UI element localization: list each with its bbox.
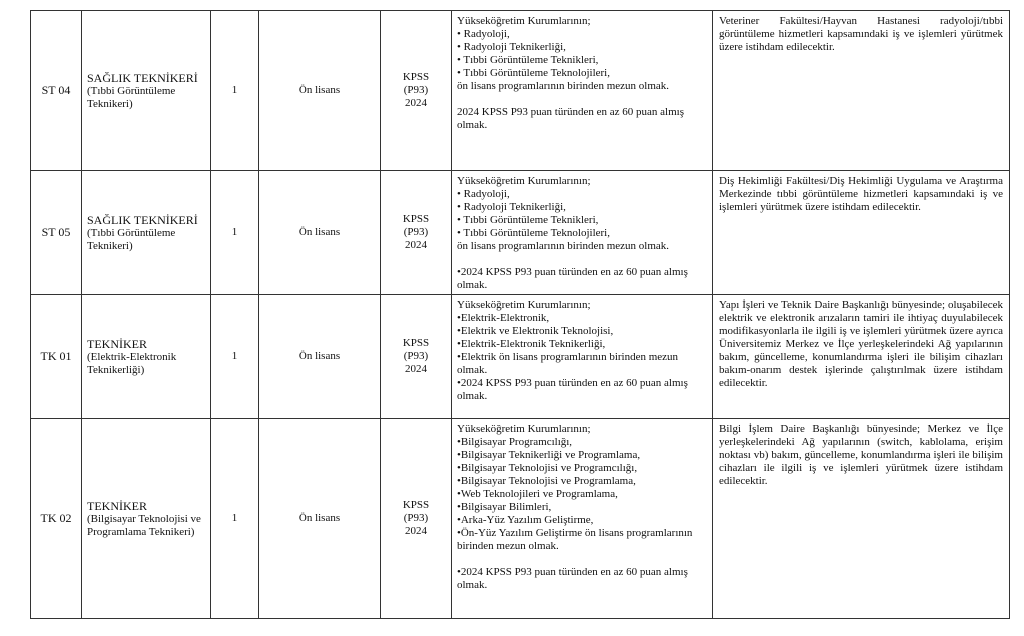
requirement-line: •Bilgisayar Programcılığı, xyxy=(457,436,573,448)
position-title-cell xyxy=(82,11,211,171)
exam-name: KPSS xyxy=(402,71,430,83)
requirement-line: • Radyoloji, xyxy=(457,28,510,40)
requirement-line: ön lisans programlarının birinden mezun olmak. xyxy=(457,80,670,92)
position-count: 1 xyxy=(231,84,238,96)
job-description-cell xyxy=(713,295,1010,419)
education-level: Ön lisans xyxy=(298,512,341,524)
requirements-cell xyxy=(452,295,713,419)
requirement-line: •Elektrik-Elektronik, xyxy=(457,312,550,324)
education-level-cell xyxy=(259,295,381,419)
requirements-cell xyxy=(452,419,713,619)
requirement-line: •2024 KPSS P93 puan türünden en az 60 puan almış olmak. xyxy=(457,266,688,291)
requirement-line: •Bilgisayar Teknolojisi ve Programcılığı, xyxy=(457,462,638,474)
position-count-cell xyxy=(211,419,259,619)
position-code-cell xyxy=(31,171,82,295)
position-count: 1 xyxy=(231,350,238,362)
requirement-line: ön lisans programlarının birinden mezun olmak. xyxy=(457,240,670,252)
exam-score-type: (P93) xyxy=(403,512,429,524)
requirement-line: •Bilgisayar Teknolojisi ve Programlama, xyxy=(457,475,636,487)
position-subtitle: (Tıbbi Görüntüleme Teknikeri) xyxy=(87,84,176,110)
requirement-line xyxy=(457,553,706,566)
requirement-line: • Radyoloji, xyxy=(457,188,510,200)
exam-cell xyxy=(381,11,452,171)
exam-name: KPSS xyxy=(402,337,430,349)
requirement-line: Yükseköğretim Kurumlarının; xyxy=(457,423,591,435)
education-level-cell xyxy=(259,11,381,171)
requirement-line: • Radyoloji Teknikerliği, xyxy=(457,201,566,213)
requirement-line: •Bilgisayar Teknikerliği ve Programlama, xyxy=(457,449,641,461)
requirement-line: Yükseköğretim Kurumlarının; xyxy=(457,15,591,27)
job-description: Yapı İşleri ve Teknik Daire Başkanlığı bünyesinde; oluşabilecek elektrik ve elektronik arızaların tamiri ile ihtiyaç duyulabilecek modifikasyonlarla ile ilgili iş ve işlemleri yürütmek üzere ayrıca Üniversitemiz Merkez ve İlçe yerleşkelerindeki Ağ yapılarının bakım, güncelleme, konumlandırma işleri ile bilişim cihazları bakım-onarım destek işlerinde çalıştırılmak üzere istihdam edilecektir. xyxy=(719,299,1003,389)
position-code: ST 05 xyxy=(41,224,71,239)
position-count: 1 xyxy=(231,226,238,238)
requirement-line: • Tıbbi Görüntüleme Teknikleri, xyxy=(457,54,599,66)
requirement-line: •Web Teknolojileri ve Programlama, xyxy=(457,488,618,500)
position-title: TEKNİKER xyxy=(87,498,147,513)
position-code: TK 01 xyxy=(40,348,72,363)
requirement-line: •2024 KPSS P93 puan türünden en az 60 puan almış olmak. xyxy=(457,377,688,402)
position-count-cell xyxy=(211,171,259,295)
position-title-cell xyxy=(82,295,211,419)
position-code: ST 04 xyxy=(41,82,71,97)
education-level: Ön lisans xyxy=(298,226,341,238)
education-level-cell xyxy=(259,419,381,619)
requirement-line: •Arka-Yüz Yazılım Geliştirme, xyxy=(457,514,594,526)
position-count: 1 xyxy=(231,512,238,524)
requirement-line: •Elektrik-Elektronik Teknikerliği, xyxy=(457,338,606,350)
job-description-cell xyxy=(713,11,1010,171)
position-title: SAĞLIK TEKNİKERİ xyxy=(87,212,198,227)
table-row xyxy=(31,171,1010,295)
requirement-line: • Tıbbi Görüntüleme Teknikleri, xyxy=(457,214,599,226)
position-subtitle: (Bilgisayar Teknolojisi ve Programlama Teknikeri) xyxy=(87,512,201,538)
position-code-cell xyxy=(31,11,82,171)
exam-score-type: (P93) xyxy=(403,226,429,238)
position-count-cell xyxy=(211,11,259,171)
requirement-line: • Radyoloji Teknikerliği, xyxy=(457,41,566,53)
table-row xyxy=(31,419,1010,619)
exam-year: 2024 xyxy=(405,239,427,251)
requirements-cell xyxy=(452,11,713,171)
exam-score-type: (P93) xyxy=(403,84,429,96)
requirement-line: •Bilgisayar Bilimleri, xyxy=(457,501,552,513)
exam-cell xyxy=(381,171,452,295)
education-level-cell xyxy=(259,171,381,295)
position-title: TEKNİKER xyxy=(87,336,147,351)
exam-year: 2024 xyxy=(405,525,427,537)
requirement-line: •Ön-Yüz Yazılım Geliştirme ön lisans programlarının birinden mezun olmak. xyxy=(457,527,693,552)
position-code: TK 02 xyxy=(40,510,72,525)
exam-cell xyxy=(381,419,452,619)
job-description-cell xyxy=(713,419,1010,619)
requirement-line: 2024 KPSS P93 puan türünden en az 60 puan almış olmak. xyxy=(457,106,685,131)
requirement-line: Yükseköğretim Kurumlarının; xyxy=(457,175,591,187)
education-level: Ön lisans xyxy=(298,350,341,362)
position-code-cell xyxy=(31,295,82,419)
exam-name: KPSS xyxy=(402,213,430,225)
exam-score-type: (P93) xyxy=(403,350,429,362)
job-description: Diş Hekimliği Fakültesi/Diş Hekimliği Uygulama ve Araştırma Merkezinde tıbbi görüntüleme hizmetleri kapsamındaki iş ve işlemleri yürütmek üzere istihdam edilecektir. xyxy=(719,175,1003,213)
requirement-line xyxy=(457,253,706,266)
position-title: SAĞLIK TEKNİKERİ xyxy=(87,70,198,85)
position-count-cell xyxy=(211,295,259,419)
positions-table xyxy=(30,10,1010,619)
position-subtitle: (Elektrik-Elektronik Teknikerliği) xyxy=(87,350,177,376)
exam-cell xyxy=(381,295,452,419)
requirement-line: • Tıbbi Görüntüleme Teknolojileri, xyxy=(457,227,610,239)
position-subtitle: (Tıbbi Görüntüleme Teknikeri) xyxy=(87,226,176,252)
position-title-cell xyxy=(82,419,211,619)
requirement-line: •2024 KPSS P93 puan türünden en az 60 puan almış olmak. xyxy=(457,566,688,591)
exam-year: 2024 xyxy=(405,363,427,375)
exam-year: 2024 xyxy=(405,97,427,109)
requirement-line: Yükseköğretim Kurumlarının; xyxy=(457,299,591,311)
job-description: Veteriner Fakültesi/Hayvan Hastanesi radyoloji/tıbbi görüntüleme hizmetleri kapsamındaki iş ve işlemleri yürütmek üzere istihdam edilecektir. xyxy=(719,15,1003,53)
table-row xyxy=(31,295,1010,419)
job-description: Bilgi İşlem Daire Başkanlığı bünyesinde; Merkez ve İlçe yerleşkelerindeki Ağ yapılarının (switch, kablolama, erişim noktası vb) bakım, güncelleme, konumlandırma işleri ile bilişim cihazları ile ilgili iş ve işlemleri yürütmek üzere istihdam edilecektir. xyxy=(719,423,1003,487)
table-row xyxy=(31,11,1010,171)
position-code-cell xyxy=(31,419,82,619)
requirement-line: •Elektrik ön lisans programlarının birinden mezun olmak. xyxy=(457,351,679,376)
job-description-cell xyxy=(713,171,1010,295)
requirement-line: • Tıbbi Görüntüleme Teknolojileri, xyxy=(457,67,610,79)
position-title-cell xyxy=(82,171,211,295)
requirement-line xyxy=(457,93,706,106)
requirement-line: •Elektrik ve Elektronik Teknolojisi, xyxy=(457,325,614,337)
education-level: Ön lisans xyxy=(298,84,341,96)
exam-name: KPSS xyxy=(402,499,430,511)
requirements-cell xyxy=(452,171,713,295)
